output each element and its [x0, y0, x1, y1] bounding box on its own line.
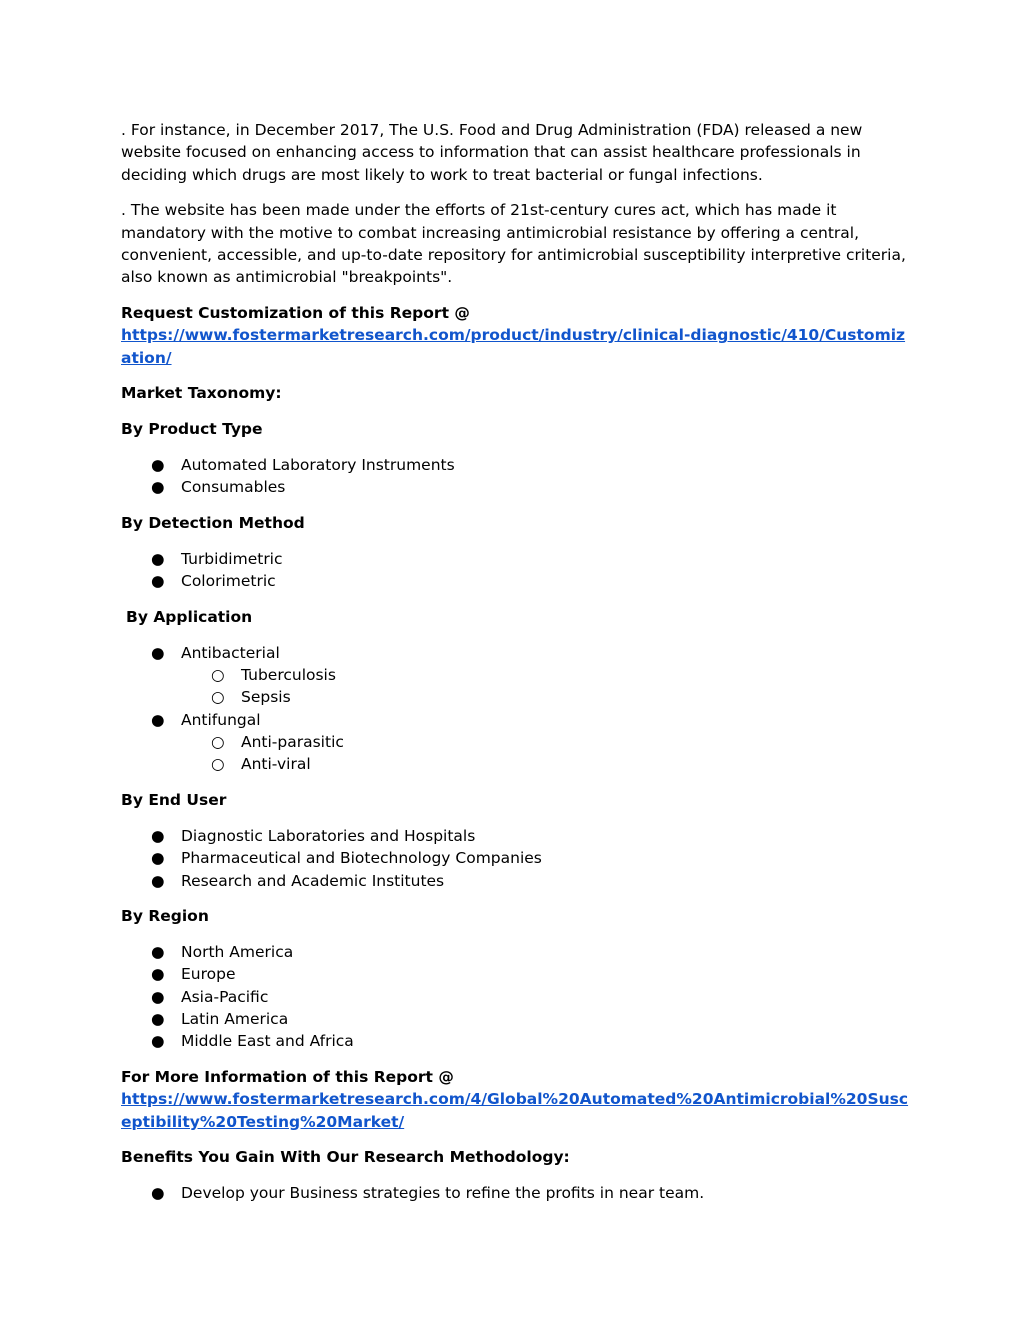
- detection-method-heading: By Detection Method: [121, 514, 305, 533]
- list-item: ● Antifungal: [121, 709, 911, 731]
- bullet-icon: ●: [151, 987, 165, 1006]
- list-item: ● Consumables: [121, 476, 911, 498]
- sub-bullet-icon: ○: [211, 688, 225, 707]
- detection-method-list: [121, 548, 911, 593]
- end-user-heading: By End User: [121, 791, 227, 810]
- list-item: ● Asia-Pacific: [121, 986, 911, 1008]
- end-user-list: [121, 825, 911, 892]
- bullet-icon: ●: [151, 549, 165, 568]
- list-item: ● Diagnostic Laboratories and Hospitals: [121, 825, 911, 847]
- list-item: ● Automated Laboratory Instruments: [121, 454, 911, 476]
- region-heading: By Region: [121, 907, 209, 926]
- more-info-link[interactable]: https://www.fostermarketresearch.com/4/Global%20Automated%20Antimicrobial%20Susceptibility%20Testing%20Market/: [121, 1090, 909, 1131]
- bullet-icon: ●: [151, 1184, 165, 1203]
- list-item: ● Latin America: [121, 1008, 911, 1030]
- list-item: ● North America: [121, 941, 911, 963]
- sub-list-item: ○ Tuberculosis: [121, 664, 911, 686]
- product-type-list: [121, 454, 911, 499]
- region-list: [121, 941, 911, 1052]
- sub-bullet-icon: ○: [211, 755, 225, 774]
- product-type-heading: By Product Type: [121, 420, 263, 439]
- customization-link[interactable]: https://www.fostermarketresearch.com/product/industry/clinical-diagnostic/410/Customization/: [121, 326, 906, 367]
- list-item: ● Colorimetric: [121, 570, 911, 592]
- list-item: ● Research and Academic Institutes: [121, 870, 911, 892]
- bullet-icon: ●: [151, 943, 165, 962]
- bullet-icon: ●: [151, 1032, 165, 1051]
- bullet-icon: ●: [151, 871, 165, 890]
- bullet-icon: ●: [151, 643, 165, 662]
- sub-bullet-icon: ○: [211, 733, 225, 752]
- sub-list-item: ○ Sepsis: [121, 686, 911, 708]
- sub-list-item: ○ Anti-viral: [121, 753, 911, 775]
- bullet-icon: ●: [151, 572, 165, 591]
- website-paragraph: . The website has been made under the efforts of 21st-century cures act, which has made it mandatory with the motive to combat increasing antimicrobial resistance by offering a central, convenient, accessible, and up-to-date repository for antimicrobial susceptibility interpretive criteria, also known as antimicrobial "breakpoints".: [121, 201, 906, 287]
- more-info-block: [121, 1066, 911, 1133]
- sub-bullet-icon: ○: [211, 666, 225, 685]
- bullet-icon: ●: [151, 710, 165, 729]
- list-item: ● Antibacterial: [121, 642, 911, 664]
- bullet-icon: ●: [151, 826, 165, 845]
- bullet-icon: ●: [151, 478, 165, 497]
- intro-paragraph: . For instance, in December 2017, The U.S. Food and Drug Administration (FDA) released a new website focused on enhancing access to information that can assist healthcare professionals in deciding which drugs are most likely to work to treat bacterial or fungal infections.: [121, 121, 863, 184]
- list-item: ● Turbidimetric: [121, 548, 911, 570]
- document-page: [121, 119, 911, 1218]
- more-info-label: For More Information of this Report @: [121, 1068, 454, 1087]
- sub-list-item: ○ Anti-parasitic: [121, 731, 911, 753]
- taxonomy-heading: Market Taxonomy:: [121, 384, 282, 403]
- benefits-list: [121, 1182, 911, 1204]
- list-item: ● Europe: [121, 963, 911, 985]
- bullet-icon: ●: [151, 1010, 165, 1028]
- bullet-icon: ●: [151, 849, 165, 868]
- bullet-icon: ●: [151, 965, 165, 984]
- bullet-icon: ●: [151, 456, 165, 475]
- list-item: ● Develop your Business strategies to refine the profits in near team.: [121, 1182, 911, 1204]
- application-heading: By Application: [126, 608, 253, 627]
- customization-block: [121, 302, 911, 369]
- application-list: [121, 642, 911, 776]
- benefits-heading: Benefits You Gain With Our Research Methodology:: [121, 1148, 570, 1167]
- list-item: ● Middle East and Africa: [121, 1030, 911, 1052]
- customization-label: Request Customization of this Report @: [121, 304, 470, 323]
- list-item: ● Pharmaceutical and Biotechnology Companies: [121, 847, 911, 869]
